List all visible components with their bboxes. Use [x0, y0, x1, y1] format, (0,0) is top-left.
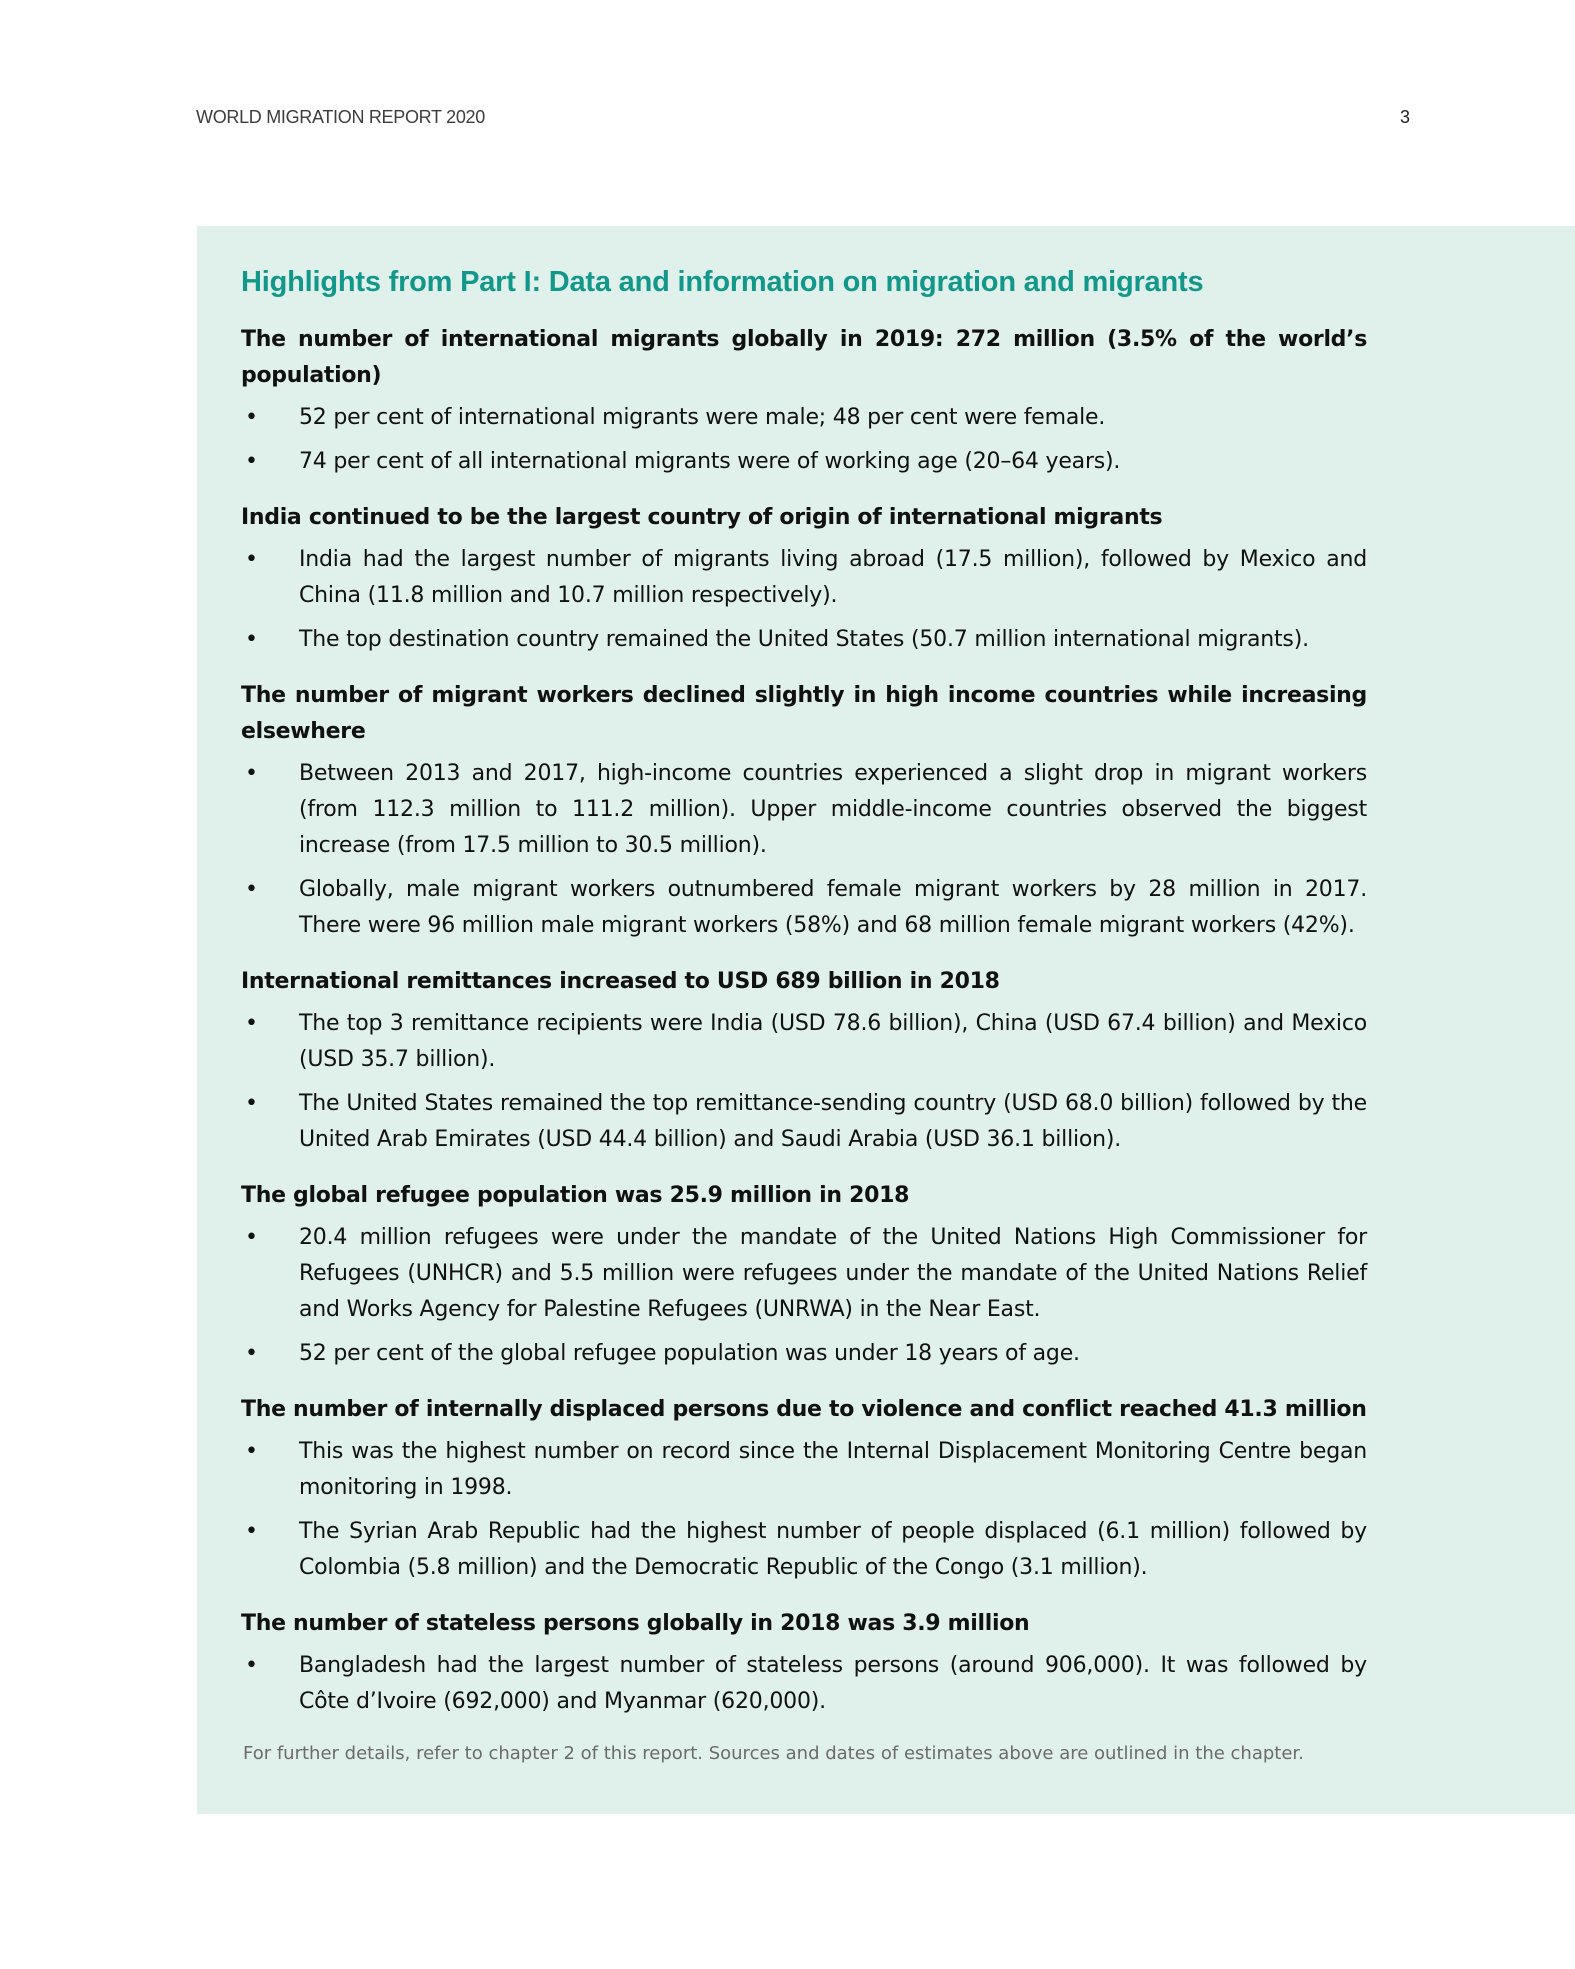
bullet-icon: • — [245, 1519, 258, 1544]
bullet-list — [241, 1006, 1367, 1158]
bullet-text: The United States remained the top remittance-sending country (USD 68.0 billion) followed by the United Arab Emirates (USD 44.4 billion) and Saudi Arabia (USD 36.1 billion). — [299, 1091, 1367, 1152]
bullet-icon: • — [245, 627, 258, 652]
page-number: 3 — [1400, 107, 1411, 127]
bullet-text: The top 3 remittance recipients were India (USD 78.6 billion), China (USD 67.4 billion) and Mexico (USD 35.7 billion). — [299, 1011, 1367, 1072]
bullet-text: The Syrian Arab Republic had the highest number of people displaced (6.1 million) followed by Colombia (5.8 million) and the Democratic Republic of the Congo (3.1 million). — [299, 1519, 1367, 1580]
bullet-item — [241, 1648, 1367, 1720]
bullet-icon: • — [245, 761, 258, 786]
bullet-item — [241, 756, 1367, 864]
bullet-list — [241, 756, 1367, 944]
bullet-item — [241, 1434, 1367, 1506]
bullet-text: Bangladesh had the largest number of stateless persons (around 906,000). It was followed by Côte d’Ivoire (692,000) and Myanmar (620,000). — [299, 1653, 1367, 1714]
bullet-list — [241, 1434, 1367, 1586]
bullet-text: 52 per cent of the global refugee population was under 18 years of age. — [299, 1341, 1080, 1366]
section-migrant-workers — [241, 678, 1367, 944]
section-heading: India continued to be the largest country of origin of international migrants — [241, 505, 1163, 530]
section-stateless-persons — [241, 1606, 1367, 1720]
bullet-item — [241, 1086, 1367, 1158]
footnote: For further details, refer to chapter 2 of this report. Sources and dates of estimates above are outlined in the chapter. — [243, 1743, 1304, 1764]
section-heading: The global refugee population was 25.9 million in 2018 — [241, 1183, 910, 1208]
bullet-icon: • — [245, 1011, 258, 1036]
bullet-text: The top destination country remained the United States (50.7 million international migrants). — [299, 627, 1309, 652]
section-remittances — [241, 964, 1367, 1158]
bullet-item — [241, 1006, 1367, 1078]
bullet-item — [241, 1220, 1367, 1328]
section-heading: The number of internally displaced persons due to violence and conflict reached 41.3 million — [241, 1397, 1367, 1422]
bullet-icon: • — [245, 1341, 258, 1366]
box-title: Highlights from Part I: Data and information on migration and migrants — [241, 266, 1204, 298]
section-heading: The number of stateless persons globally in 2018 was 3.9 million — [241, 1611, 1030, 1636]
bullet-text: Globally, male migrant workers outnumbered female migrant workers by 28 million in 2017. There were 96 million male migrant workers (58%) and 68 million female migrant workers (42%). — [299, 877, 1367, 938]
bullet-icon: • — [245, 1653, 258, 1678]
bullet-item — [241, 444, 1367, 480]
section-heading: International remittances increased to USD 689 billion in 2018 — [241, 969, 1000, 994]
bullet-list — [241, 1648, 1367, 1720]
section-heading: The number of migrant workers declined slightly in high income countries while increasing elsewhere — [241, 683, 1367, 744]
bullet-icon: • — [245, 449, 258, 474]
bullet-text: This was the highest number on record since the Internal Displacement Monitoring Centre began monitoring in 1998. — [299, 1439, 1367, 1500]
section-country-of-origin — [241, 500, 1367, 658]
bullet-item — [241, 1514, 1367, 1586]
bullet-icon: • — [245, 1225, 258, 1250]
bullet-text: Between 2013 and 2017, high-income countries experienced a slight drop in migrant workers (from 112.3 million to 111.2 million). Upper middle-income countries observed the biggest increase (from 17.5 million to 30.5 million). — [299, 761, 1367, 858]
bullet-list — [241, 542, 1367, 658]
bullet-icon: • — [245, 877, 258, 902]
section-refugees — [241, 1178, 1367, 1372]
bullet-item — [241, 542, 1367, 614]
bullet-item — [241, 622, 1367, 658]
bullet-item — [241, 400, 1367, 436]
bullet-icon: • — [245, 547, 258, 572]
bullet-text: 52 per cent of international migrants were male; 48 per cent were female. — [299, 405, 1106, 430]
bullet-icon: • — [245, 405, 258, 430]
bullet-text: India had the largest number of migrants living abroad (17.5 million), followed by Mexico and China (11.8 million and 10.7 million respectively). — [299, 547, 1367, 608]
section-heading: The number of international migrants globally in 2019: 272 million (3.5% of the world’s population) — [241, 327, 1367, 388]
bullet-text: 74 per cent of all international migrants were of working age (20–64 years). — [299, 449, 1121, 474]
section-internally-displaced — [241, 1392, 1367, 1586]
section-international-migrants — [241, 322, 1367, 480]
bullet-item — [241, 872, 1367, 944]
bullet-icon: • — [245, 1091, 258, 1116]
highlights-box — [197, 226, 1575, 1814]
bullet-icon: • — [245, 1439, 258, 1464]
bullet-text: 20.4 million refugees were under the mandate of the United Nations High Commissioner for Refugees (UNHCR) and 5.5 million were refugees under the mandate of the United Nations Relief and Works Agency for Palestine Refugees (UNRWA) in the Near East. — [299, 1225, 1367, 1322]
bullet-list — [241, 400, 1367, 480]
bullet-item — [241, 1336, 1367, 1372]
bullet-list — [241, 1220, 1367, 1372]
running-header: WORLD MIGRATION REPORT 2020 — [196, 107, 485, 127]
highlights-content — [241, 322, 1367, 1768]
